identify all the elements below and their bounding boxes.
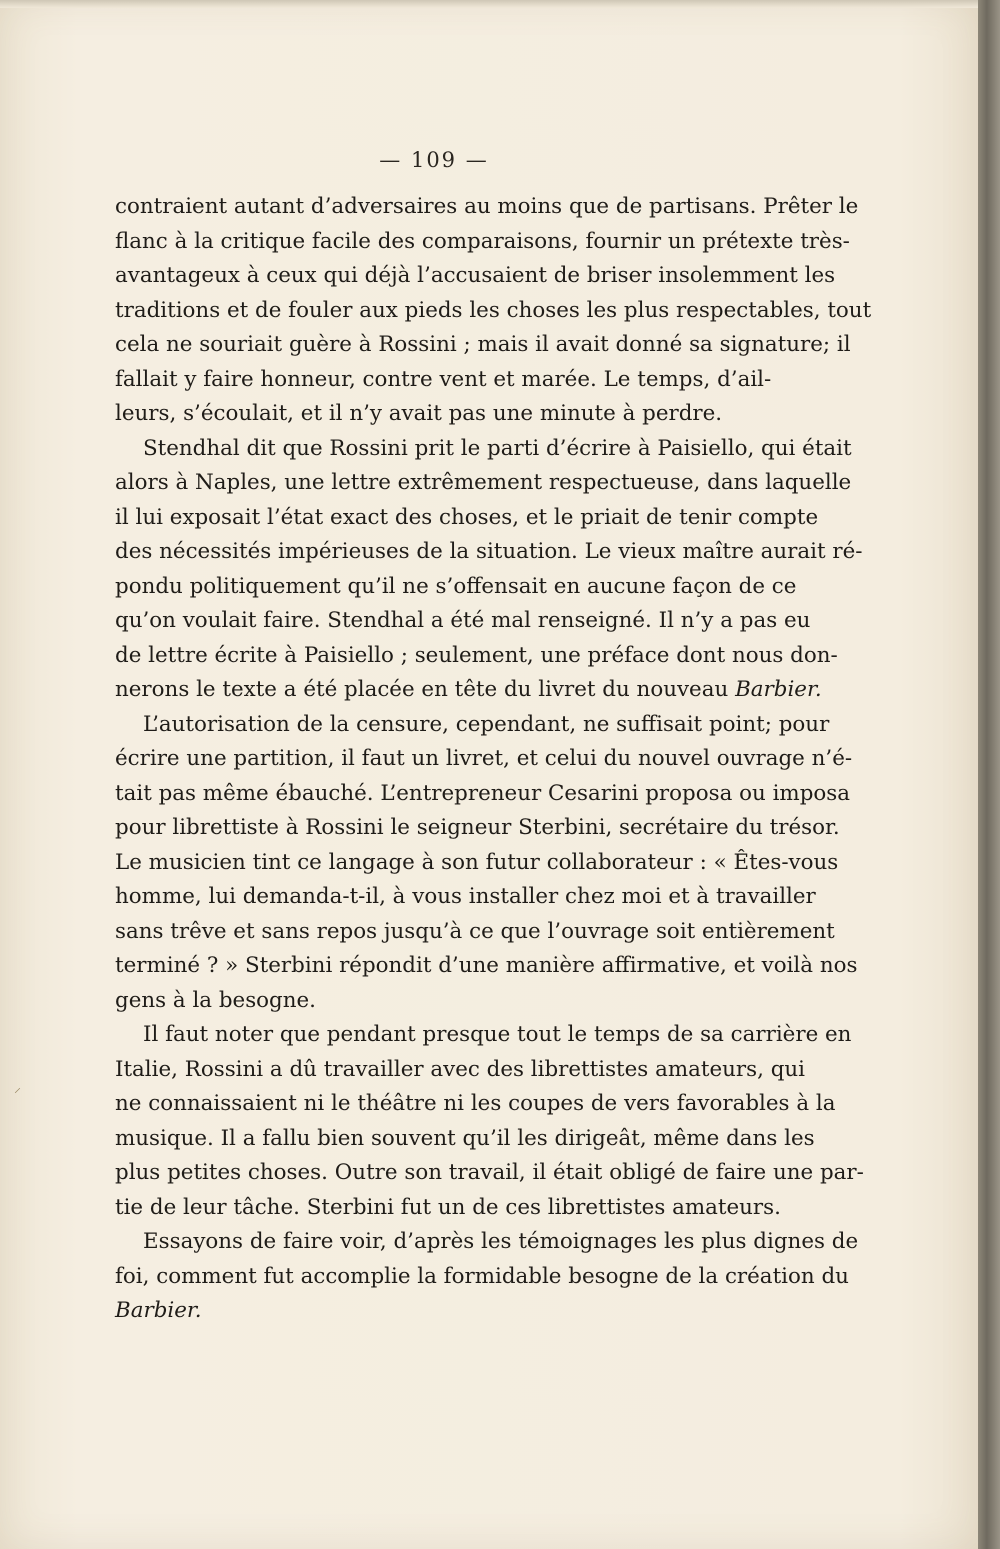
- margin-mark: ⸝: [14, 1080, 21, 1096]
- text-line: Stendhal dit que Rossini prit le parti d’écrire à Paisiello, qui était: [143, 435, 852, 461]
- text-line: tait pas même ébauché. L’entrepreneur Cesarini proposa ou imposa: [115, 780, 851, 806]
- text-line: il lui exposait l’état exact des choses, et le priait de tenir compte: [115, 504, 819, 530]
- italic-title: Barbier.: [115, 1298, 202, 1323]
- text-line: Il faut noter que pendant presque tout le temps de sa carrière en: [143, 1022, 852, 1047]
- text-line: musique. Il a fallu bien souvent qu’il les dirigeât, même dans les: [115, 1125, 815, 1151]
- text-line: sans trêve et sans repos jusqu’à ce que l’ouvrage soit entièrement: [115, 918, 835, 944]
- text-line: cela ne souriait guère à Rossini ; mais il avait donné sa signature; il: [115, 332, 851, 357]
- text-line: gens à la besogne.: [115, 987, 316, 1013]
- text-line: ne connaissaient ni le théâtre ni les coupes de vers favorables à la: [115, 1091, 836, 1116]
- body-text: [115, 190, 872, 1329]
- text-line: leurs, s’écoulait, et il n’y avait pas une minute à perdre.: [115, 401, 723, 426]
- text-line: alors à Naples, une lettre extrêmement respectueuse, dans laquelle: [115, 470, 852, 495]
- text-line: qu’on voulait faire. Stendhal a été mal renseigné. Il n’y a pas eu: [115, 608, 811, 633]
- text-line: de lettre écrite à Paisiello ; seulement, une préface dont nous don-: [115, 642, 838, 668]
- text-line: flanc à la critique facile des comparaisons, fournir un prétexte très-: [115, 228, 850, 254]
- book-edge: [978, 0, 1000, 1549]
- text-line-main: nerons le texte a été placée en tête du livret du nouveau: [115, 677, 729, 702]
- text-line: pondu politiquement qu’il ne s’offensait en aucune façon de ce: [115, 573, 797, 599]
- page-top-edge: [0, 0, 978, 8]
- text-line: tie de leur tâche. Sterbini fut un de ces librettistes amateurs.: [115, 1194, 781, 1220]
- text-line: écrire une partition, il faut un livret, et celui du nouvel ouvrage n’é-: [115, 746, 853, 771]
- text-line: pour librettiste à Rossini le seigneur Sterbini, secrétaire du trésor.: [115, 815, 840, 840]
- text-line: Italie, Rossini a dû travailler avec des librettistes amateurs, qui: [115, 1056, 806, 1082]
- text-line: contraient autant d’adversaires au moins que de partisans. Prêter le: [115, 194, 859, 219]
- text-line: foi, comment fut accomplie la formidable besogne de la création du: [115, 1263, 849, 1289]
- text-line: homme, lui demanda-t-il, à vous installer chez moi et à travailler: [115, 884, 816, 909]
- text-line: Le musicien tint ce langage à son futur collaborateur : « Êtes-vous: [115, 849, 839, 875]
- text-line: [115, 673, 822, 708]
- text-line: terminé ? » Sterbini répondit d’une manière affirmative, et voilà nos: [115, 953, 858, 978]
- text-line: plus petites choses. Outre son travail, il était obligé de faire une par-: [115, 1160, 864, 1185]
- italic-title: Barbier.: [735, 677, 822, 702]
- text-line: Essayons de faire voir, d’après les témoignages les plus dignes de: [143, 1229, 859, 1254]
- text-line: des nécessités impérieuses de la situation. Le vieux maître aurait ré-: [115, 539, 863, 564]
- text-line: avantageux à ceux qui déjà l’accusaient de briser insolemment les: [115, 263, 836, 288]
- text-line: [115, 1294, 763, 1329]
- text-line: fallait y faire honneur, contre vent et marée. Le temps, d’ail-: [115, 366, 772, 392]
- text-line: L’autorisation de la censure, cependant, ne suffisait point; pour: [143, 711, 830, 737]
- text-line: traditions et de fouler aux pieds les choses les plus respectables, tout: [115, 297, 872, 323]
- page-number: — 109 —: [379, 148, 489, 172]
